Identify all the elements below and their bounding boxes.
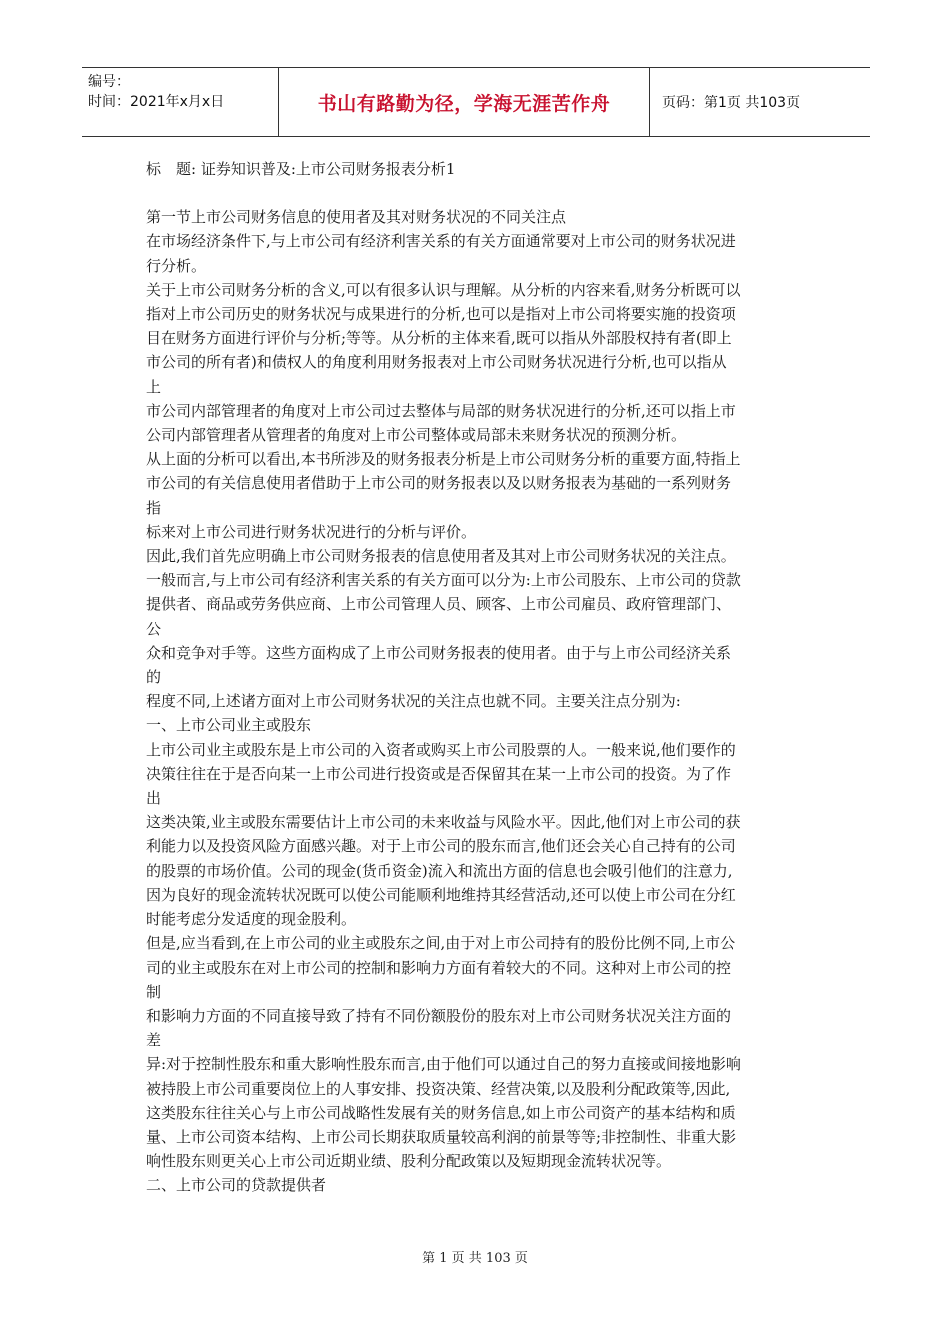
body-line: 第一节上市公司财务信息的使用者及其对财务状况的不同关注点 [146,208,567,227]
document-number-label: 编号： [88,74,130,90]
body-line: 时能考虑分发适度的现金股利。 [146,910,357,929]
document-title: 标 题: 证券知识普及:上市公司财务报表分析1 [146,160,456,178]
body-line: 在市场经济条件下,与上市公司有经济利害关系的有关方面通常要对上市公司的财务状况进 [146,232,736,251]
body-line: 上 [146,377,162,396]
body-line: 二、上市公司的贷款提供者 [146,1176,327,1195]
body-line: 出 [146,789,162,808]
body-line: 市公司的有关信息使用者借助于上市公司的财务报表以及以财务报表为基础的一系列财务 [146,474,732,493]
body-line: 量、上市公司资本结构、上市公司长期获取质量较高利润的前景等等;非控制性、非重大影 [146,1127,737,1146]
body-text [146,205,812,1197]
body-line: 的 [146,668,162,687]
body-line: 行分析。 [146,256,207,275]
body-line: 众和竞争对手等。这些方面构成了上市公司财务报表的使用者。由于与上市公司经济关系 [146,643,732,662]
body-line: 提供者、商品或劳务供应商、上市公司管理人员、顾客、上市公司雇员、政府管理部门、 [146,595,732,614]
body-line: 指 [146,498,162,517]
body-line: 制 [146,982,162,1001]
body-line: 市公司的所有者)和债权人的角度利用财务报表对上市公司财务状况进行分析,也可以指从 [146,353,727,372]
body-line: 关于上市公司财务分析的含义,可以有很多认识与理解。从分析的内容来看,财务分析既可以 [146,280,741,299]
header-motto: 书山有路勤为径，学海无涯苦作舟 [279,68,650,136]
body-line: 公司内部管理者从管理者的角度对上市公司整体或局部未来财务状况的预测分析。 [146,426,687,445]
body-line: 一、上市公司业主或股东 [146,716,312,735]
body-line: 司的业主或股东在对上市公司的控制和影响力方面有着较大的不同。这种对上市公司的控 [146,958,732,977]
body-line: 程度不同,上述诸方面对上市公司财务状况的关注点也就不同。主要关注点分别为: [146,692,681,711]
body-line: 指对上市公司历史的财务状况与成果进行的分析,也可以是指对上市公司将要实施的投资项 [146,305,736,324]
header-meta-cell [82,68,279,136]
body-line: 但是,应当看到,在上市公司的业主或股东之间,由于对上市公司持有的股份比例不同,上市公 [146,934,736,953]
body-line: 市公司内部管理者的角度对上市公司过去整体与局部的财务状况进行的分析,还可以指上市 [146,401,736,420]
header-page-info: 页码：第1页 共103页 [662,95,801,111]
body-line: 和影响力方面的不同直接导致了持有不同份额股份的股东对上市公司财务状况关注方面的 [146,1006,732,1025]
body-line: 因为良好的现金流转状况既可以使公司能顺利地维持其经营活动,还可以使上市公司在分红 [146,885,736,904]
body-line: 异:对于控制性股东和重大影响性股东而言,由于他们可以通过自己的努力直接或间接地影响 [146,1055,741,1074]
body-line: 上市公司业主或股东是上市公司的入资者或购买上市公司股票的人。一般来说,他们要作的 [146,740,736,759]
body-line: 这类股东往往关心与上市公司战略性发展有关的财务信息,如上市公司资产的基本结构和质 [146,1103,736,1122]
body-line: 标来对上市公司进行财务状况进行的分析与评价。 [146,522,477,541]
body-line: 从上面的分析可以看出,本书所涉及的财务报表分析是上市公司财务分析的重要方面,特指上 [146,450,741,469]
page-header [82,67,870,137]
body-line: 这类决策,业主或股东需要估计上市公司的未来收益与风险水平。因此,他们对上市公司的获 [146,813,741,832]
body-line: 公 [146,619,162,638]
page-footer: 第 1 页 共 103 页 [422,1251,528,1266]
body-line: 利能力以及投资风险方面感兴趣。对于上市公司的股东而言,他们还会关心自己持有的公司 [146,837,736,856]
body-line: 决策往往在于是否向某一上市公司进行投资或是否保留其在某一上市公司的投资。为了作 [146,764,732,783]
body-line: 目在财务方面进行评价与分析;等等。从分析的主体来看,既可以指从外部股权持有者(即上 [146,329,732,348]
body-line: 被持股上市公司重要岗位上的人事安排、投资决策、经营决策,以及股利分配政策等,因此, [146,1079,731,1098]
body-line: 响性股东则更关心上市公司近期业绩、股利分配政策以及短期现金流转状况等。 [146,1152,672,1171]
body-line: 差 [146,1031,162,1050]
body-line: 一般而言,与上市公司有经济利害关系的有关方面可以分为:上市公司股东、上市公司的贷款 [146,571,741,590]
body-line: 因此,我们首先应明确上市公司财务报表的信息使用者及其对上市公司财务状况的关注点。 [146,547,736,566]
body-line: 的股票的市场价值。公司的现金(货币资金)流入和流出方面的信息也会吸引他们的注意力, [146,861,733,880]
document-body [146,157,812,1198]
document-date-label: 时间：2021年x月x日 [88,94,225,110]
